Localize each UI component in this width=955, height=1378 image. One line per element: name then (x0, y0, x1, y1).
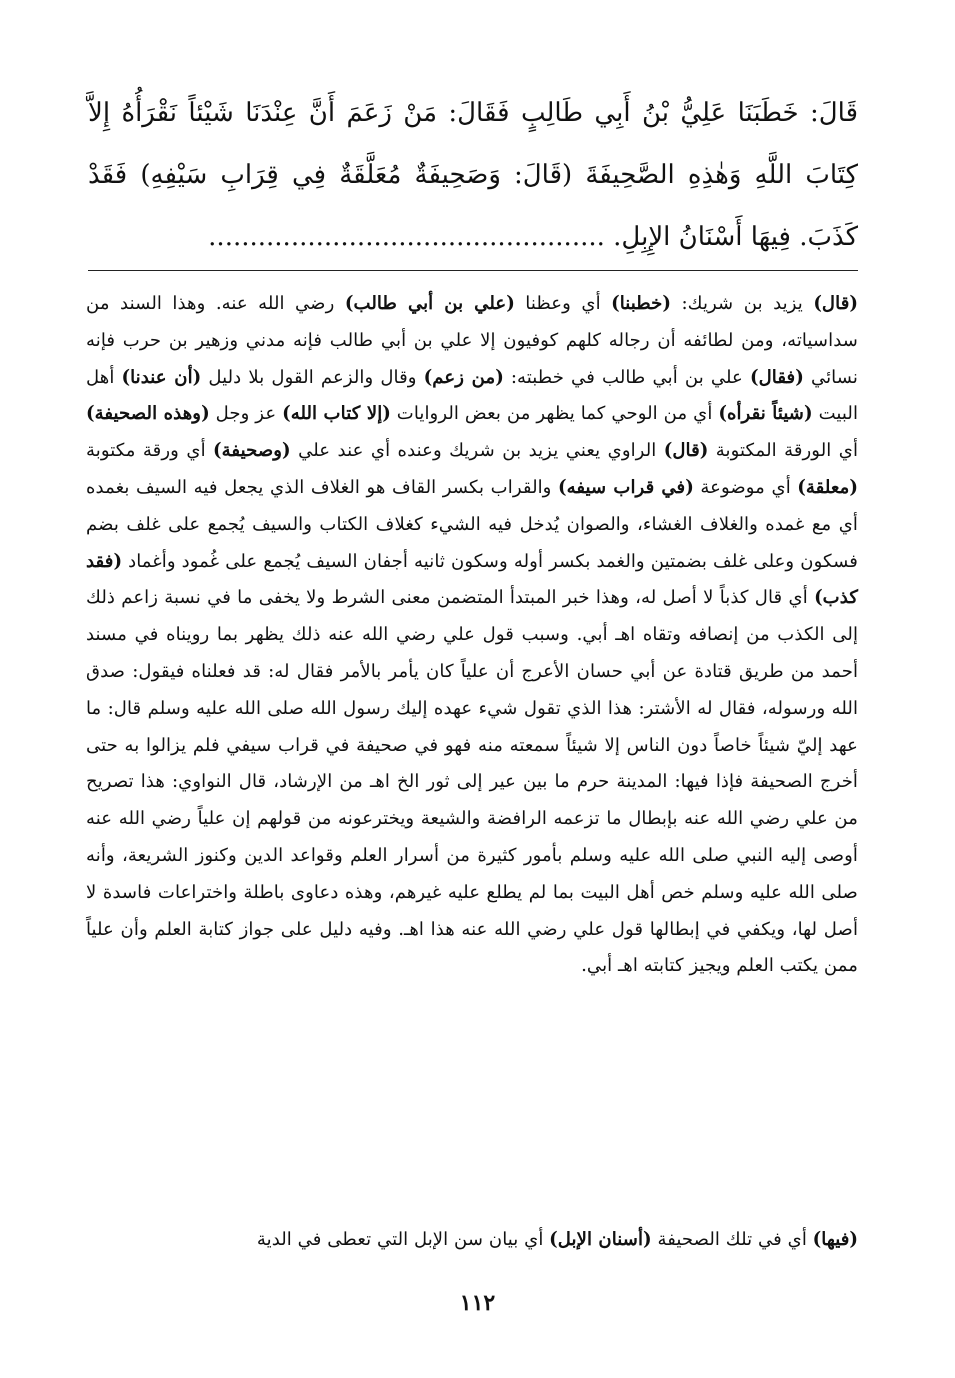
quoted-term: (فقد كذب) (86, 550, 858, 609)
commentary-text: وقال والزعم القول بلا دليل (201, 366, 424, 388)
commentary-text: أي ورقة مكتوبة (86, 440, 214, 462)
page-number: ١١٢ (459, 1290, 496, 1316)
quoted-term: (وهذه الصحيفة) (86, 403, 210, 425)
quoted-term: (أسنان الإبل) (549, 1229, 652, 1250)
commentary-text: أي قال كذباً لا أصل له، وهذا خبر المبتدأ المتضمن معنى الشرط ولا يخفى ما في نسبة زاعم ذلك إلى الكذب من إنصافه وتقاه اهـ أبي. وسبب قول علي رضي الله عنه ذلك يظهر بما رويناه في مسند أحمد من طريق قتادة عن أبي حسان الأعرج أن علياً كان يأمر بالأمر فقال له: قد فعلناه فيقول: صدق الله ورسوله، فقال له الأشتر: هذا الذي تقول شيء عهده إليك رسول الله صلى الله عليه وسلم قال: ما عهد إليّ شيئاً خاصاً دون الناس إلا شيئاً سمعته منه فهو في صحيفة في قراب سيفي فلم يزالوا به حتى أخرج الصحيفة فإذا فيها: المدينة حرم ما بين عير إلى ثور الخ اهـ من الإرشاد، قال النواوي: هذا تصريح من علي رضي الله عنه بإبطال ما تزعمه الرافضة والشيعة ويخترعونه من قولهم إن علياً رضي الله عنه أوصى إليه النبي صلى الله عليه وسلم بأمور كثيرة من أسرار العلم وقواعد الدين وكنوز الشريعة، وأنه صلى الله عليه وسلم خص أهل البيت بما لم يطلع عليه غيرهم، وهذه دعاوى باطلة واختراعات فاسدة لا أصل لها، ويكفي في إبطالها قول علي رضي الله عنه هذا اهـ. وفيه دليل على جواز كتابة العلم وأن علياً ممن يكتب العلم ويجيز كتابته اهـ أبي. (86, 587, 858, 977)
quoted-term: (معلقة) (797, 476, 858, 498)
commentary-text: علي بن أبي طالب في خطبته: (503, 366, 750, 388)
quoted-term: (شيئاً نقرأه) (718, 403, 813, 425)
quoted-term: (فيها) (812, 1229, 858, 1250)
commentary-text: أي موضوعة (693, 476, 798, 498)
quoted-term: (خطبنا) (611, 293, 672, 314)
commentary-text: أي بيان سن الإبل التي تعطى في الدية (256, 1229, 550, 1250)
hadith-body: قَالَ: خَطَبَنَا عَلِيُّ بْنُ أَبِي طَالِبٍ فَقَالَ: مَنْ زَعَمَ أَنَّ عِنْدَنَا شَيْئاً نَقْرَأُهُ إِلاَّ كِتَابَ اللَّهِ وَهٰذِهِ الصَّحِيفَةَ (قَالَ: وَصَحِيفَةٌ مُعَلَّقَةٌ فِي قِرَابِ سَيْفِهِ) فَقَدْ كَذَبَ. فِيهَا أَسْنَانُ الإِبِلِ. (88, 98, 858, 252)
quoted-term: (في قراب سيفه) (557, 476, 694, 498)
commentary-paragraph (86, 286, 858, 985)
commentary-text: أي وعظنا (514, 293, 612, 314)
quoted-term: (أن عندنا) (121, 366, 202, 388)
commentary-text: يزيد بن شريك: (671, 293, 814, 314)
commentary-text: أي من الوحي كما يظهر من بعض الروايات (390, 403, 719, 425)
quoted-term: (من زعم) (423, 366, 504, 388)
commentary-text: أي في تلك الصحيفة (651, 1229, 813, 1250)
commentary-text: رضي الله عنه. وهذا السند من سداسياته، ومن لطائفه أن رجاله كلهم كوفيون إلا علي بن أبي طالب فإنه مدني وزهير بن حرب فإنه نسائي (86, 293, 858, 388)
quoted-term: (وصحيفة) (213, 440, 291, 462)
quoted-term: (علي بن أبي طالب) (344, 293, 515, 314)
quoted-term: (فقال) (749, 366, 804, 388)
hadith-text (88, 82, 858, 268)
quoted-term: (قال) (813, 293, 858, 314)
commentary-text: أهل البيت (86, 366, 858, 425)
commentary-text: أي الورقة المكتوبة (708, 440, 858, 462)
commentary-text: الراوي يعني يزيد بن شريك وعنده أي عند علي (290, 440, 664, 462)
quoted-term: (إلا كتاب الله) (282, 403, 391, 425)
separator-line (88, 270, 858, 271)
quoted-term: (قال) (663, 440, 709, 462)
next-paragraph (86, 1222, 858, 1258)
commentary-text: والقراب بكسر القاف هو الغلاف الذي يجعل فيه السيف بغمده أي مع غمده والغلاف الغشاء، والصوان يُدخل فيه الشيء كغلاف الكتاب والسيف يُجمع على غلف بضم فسكون وعلى غلف بضمتين والغمد بكسر أوله وسكون ثانيه أجفان السيف يُجمع على غُمود وأغماد (86, 476, 858, 572)
commentary-text: عز وجل (209, 403, 283, 425)
elision-dots: ................................................ (208, 222, 605, 252)
